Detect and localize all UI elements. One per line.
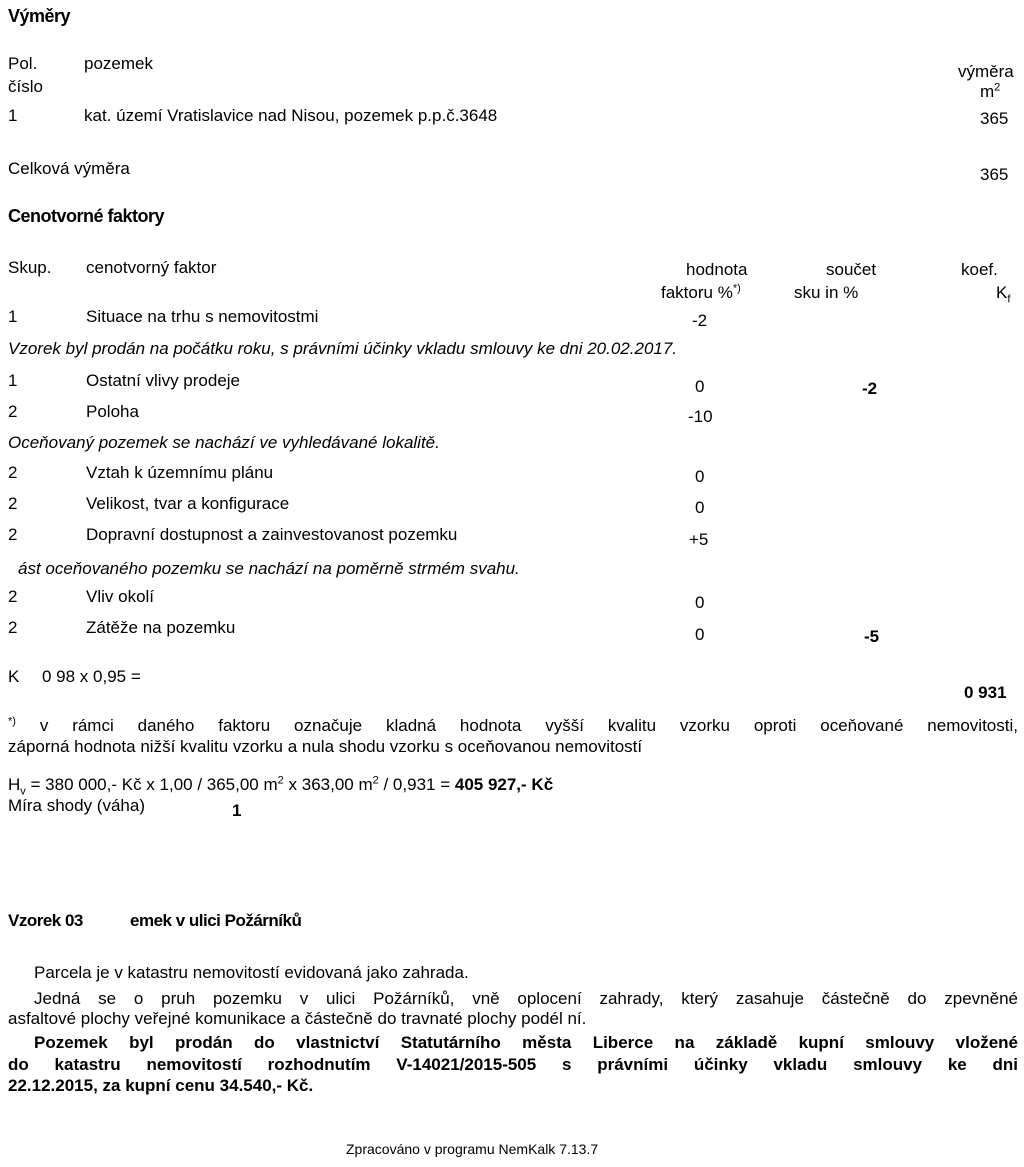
footer-text: Zpracováno v programu NemKalk 7.13.7 [346,1141,599,1157]
factor-group: 2 [8,525,18,544]
sample-paragraph-3b: do katastru nemovitostí rozhodnutím V-14021/2015-505 s právními účinky vkladu smlouvy ke dni [8,1055,1018,1074]
factor-name: Vztah k územnímu plánu [86,463,274,482]
factor-value: 0 [695,377,705,396]
factor-name: Zátěže na pozemku [86,618,236,637]
factors-col-value: hodnota [686,260,748,279]
sample-paragraph-3a: Pozemek byl prodán do vlastnictví Statutárního města Liberce na základě kupní smlouvy vložené [34,1033,1018,1052]
factor-group: 1 [8,307,18,326]
factor-group: 2 [8,494,18,513]
factor-value: 0 [695,625,705,644]
factor-name: Dopravní dostupnost a zainvestovanost pozemku [86,525,458,544]
col-header-land: pozemek [84,54,153,73]
factor-value: +5 [689,530,709,549]
hv-result: 405 927,- Kč [454,775,554,794]
factor-group-sum: -5 [864,627,880,646]
factor-group: 2 [8,618,18,637]
factor-group: 2 [8,463,18,482]
factor-name: Vliv okolí [86,587,155,606]
factor-group-sum: -2 [862,379,878,398]
factor-value: 0 [695,498,705,517]
footnote-line1: *) v rámci daného faktoru označuje kladná hodnota vyšší kvalitu vzorku oproti oceňované nemovitosti, [8,715,1018,735]
factor-value: -2 [692,311,708,330]
footnote-mark: *) [8,715,16,728]
sample-paragraph-2b: asfaltové plochy veřejné komunikace a částečně do travnaté plochy podél ní. [8,1009,587,1028]
factor-group: 2 [8,587,18,606]
area-row-land: kat. území Vratislavice nad Nisou, pozemek p.p.č.3648 [84,106,498,125]
col-header-pol-number: číslo [8,77,43,96]
factors-col-value-unit: faktoru %*) [661,282,741,302]
factors-col-sum: součet [826,260,877,279]
area-row-value: 365 [980,109,1009,128]
area-total-value: 365 [980,165,1009,184]
sample-paragraph-1: Parcela je v katastru nemovitostí evidovaná jako zahrada. [34,963,469,982]
factors-col-coef-symbol: $K_f$ [996,283,1011,306]
factors-col-factor: cenotvorný faktor [86,258,217,277]
factor-name: Situace na trhu s nemovitostmi [86,307,319,326]
factor-note: Vzorek byl prodán na počátku roku, s právními účinky vkladu smlouvy ke dni 20.02.2017. [8,339,678,358]
sample-paragraph-3c: 22.12.2015, za kupní cenu 34.540,- Kč. [8,1076,314,1095]
weight-label: Míra shody (váha) [8,796,145,815]
footnote-line2: záporná hodnota nižší kvalitu vzorku a nula shodu vzorku s oceňovanou nemovitostí [8,737,643,756]
k-result: 0 931 [964,683,1007,702]
area-section-title: Výměry [8,6,71,26]
factor-group: 2 [8,402,18,421]
factor-note: ást oceňovaného pozemku se nachází na poměrně strmém svahu. [18,559,520,578]
factor-name: Poloha [86,402,139,421]
col-header-pol: Pol. [8,54,38,73]
k-formula: 0 98 x 0,95 = [42,667,141,686]
sample-paragraph-2a: Jedná se o pruh pozemku v ulici Požárníků, vně oplocení zahrady, který zasahuje částečně do zpevněné [34,989,1018,1008]
factors-col-coef: koef. [961,260,998,279]
factor-name: Ostatní vlivy prodeje [86,371,241,390]
area-row-pol: 1 [8,106,18,125]
col-header-area-unit: $m^2$ [980,81,1001,101]
factors-col-group: Skup. [8,258,52,277]
factors-col-sum-unit: sku in % [794,283,859,302]
sample-label: Vzorek 03 [8,911,83,930]
weight-value: 1 [232,801,242,820]
factor-value: 0 [695,593,705,612]
col-header-area: výměra [958,62,1014,81]
area-total-label: Celková výměra [8,159,130,178]
factors-section-title: Cenotvorné faktory [8,206,165,226]
factor-value: -10 [688,407,713,426]
hv-formula: $H_v = 380$ 000,- Kč x 1,00 / 365,00 $m^2$ x 363,00 $m^2 / 0,931 = 405$ 927,- Kč [8,774,554,798]
factor-value: 0 [695,467,705,486]
sample-title: emek v ulici Požárníků [130,911,302,930]
factor-name: Velikost, tvar a konfigurace [86,494,290,513]
k-label: K [8,667,20,686]
factor-note: Oceňovaný pozemek se nachází ve vyhledávané lokalitě. [8,433,440,452]
factor-group: 1 [8,371,18,390]
